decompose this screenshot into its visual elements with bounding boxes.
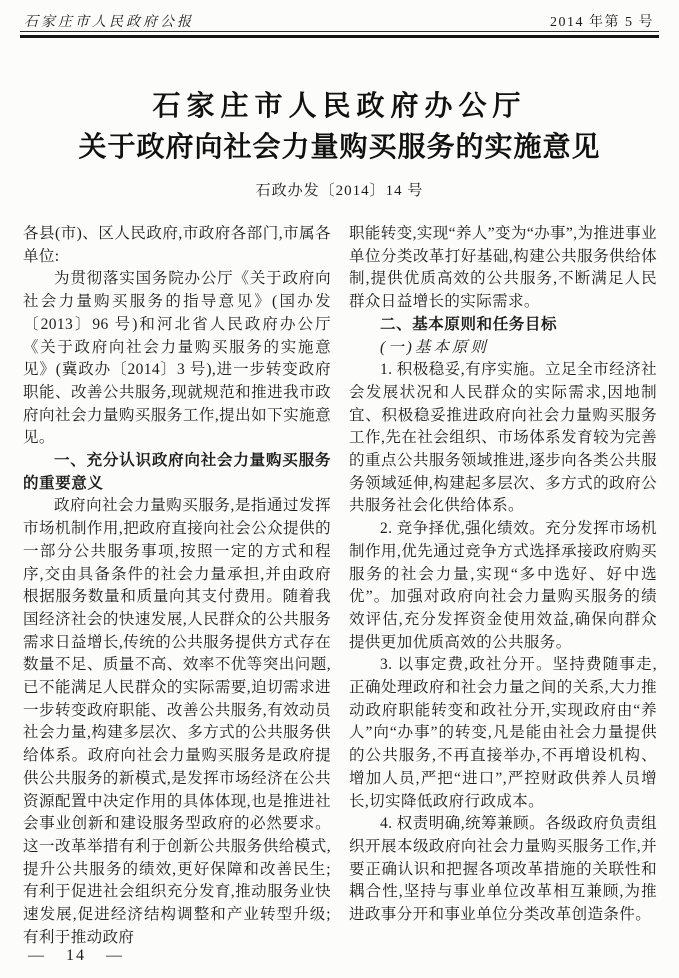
masthead-rule [20,31,659,38]
publication-name: 石家庄市人民政府公报 [24,15,194,30]
subsection-heading: (一)基本原则 [380,338,489,356]
paragraph: 政府向社会力量购买服务,是指通过发挥市场机制作用,把政府直接向社会公众提供的一部分公共服务事项,按照一定的方式和程序,交由具备条件的社会力量承担,并由政府根据服务数量和质量向其支付费用。随着我国经济社会的快速发展,人民群众的公共服务需求日益增长,传统的公共服务提供方式存在数量不足、质量不高、效率不优等突出问题,已不能满足人民群众的实际需要,迫切需求进一步转变政府职能、改善公共服务,有效动员社会力量,构建多层次、多方式的公共服务供给体系。政府向社会力量购买服务是政府提供公共服务的新模式,是发挥市场经济在公共资源配置中决定作用的具体体现,也是推进社会事业创新和建设服务型政府的必然要求。这一改革举措有利于创新公共服务供给模式,提升公共服务的绩效,更好保障和改善民生;有利于促进社会组织充分发育,推动服务业快速发展,促进经济结构调整和产业转型升级;有利于推动政府 [23,497,331,946]
right-column [349,223,657,949]
paragraph-continuation: 职能转变,实现“养人”变为“办事”,为推进事业单位分类改革打好基础,构建公共服务供给体制,提供优质高效的公共服务,不断满足人民群众日益增长的实际需求。 [349,225,657,311]
page-number: — 14 — [28,947,124,964]
document-title [0,86,679,168]
document-body [23,223,657,949]
masthead [24,11,654,31]
numbered-paragraph-2: 2. 竞争择优,强化绩效。充分发挥市场机制作用,优先通过竞争方式选择承接政府购买服务的社会力量,实现“多中选好、好中选优”。加强对政府向社会力量购买服务的绩效评估,充分发挥资金使用效益,确保向群众提供更加优质高效的公共服务。 [349,520,657,651]
numbered-paragraph-3: 3. 以事定费,政社分开。坚持费随事走,正确处理政府和社会力量之间的关系,大力推动政府职能转变和政社分开,实现政府由“养人”向“办事”的转变,凡是能由社会力量提供的公共服务,不再直接举办,不再增设机构、增加人员,严把“进口”,严控财政供养人员增长,切实降低政府行政成本。 [349,656,657,810]
section-heading-2: 二、基本原则和任务目标 [380,315,558,333]
section-heading-1: 一、充分认识政府向社会力量购买服务的重要意义 [23,452,331,492]
paragraph-address: 各县(市)、区人民政府,市政府各部门,市属各单位: [23,225,331,265]
document-title-line-2: 关于政府向社会力量购买服务的实施意见 [78,132,601,163]
left-column [23,223,331,949]
numbered-paragraph-4: 4. 权责明确,统筹兼顾。各级政府负责组织开展本级政府向社会力量购买服务工作,并要正确认识和把握各项改革措施的关联性和耦合性,坚持与事业单位改革相互兼顾,为推进政事分开和事业单位分类改革创造条件。 [349,815,657,924]
numbered-paragraph-1: 1. 积极稳妥,有序实施。立足全市经济社会发展状况和人民群众的实际需求,因地制宜、积极稳妥推进政府向社会力量购买服务工作,先在社会组织、市场体系发育较为完善的重点公共服务领域推进,逐步向各类公共服务领域延伸,构建起多层次、多方式的政府公共服务社会化供给体系。 [349,361,657,515]
masthead-rule-thick [20,35,659,38]
issue-number: 2014 年第 5 号 [550,15,654,30]
document-title-line-1: 石家庄市人民政府办公厅 [152,91,527,122]
masthead-rule-thin [20,31,659,32]
paragraph: 为贯彻落实国务院办公厅《关于政府向社会力量购买服务的指导意见》(国办发〔2013〕96 号)和河北省人民政府办公厅《关于政府向社会力量购买服务的实施意见》(冀政办〔2014〕3 号),进一步转变政府职能、改善公共服务,现就规范和推进我市政府向社会力量购买服务工作,提出如下实施意见。 [23,270,331,447]
document-number: 石政办发〔2014〕14 号 [255,183,424,199]
